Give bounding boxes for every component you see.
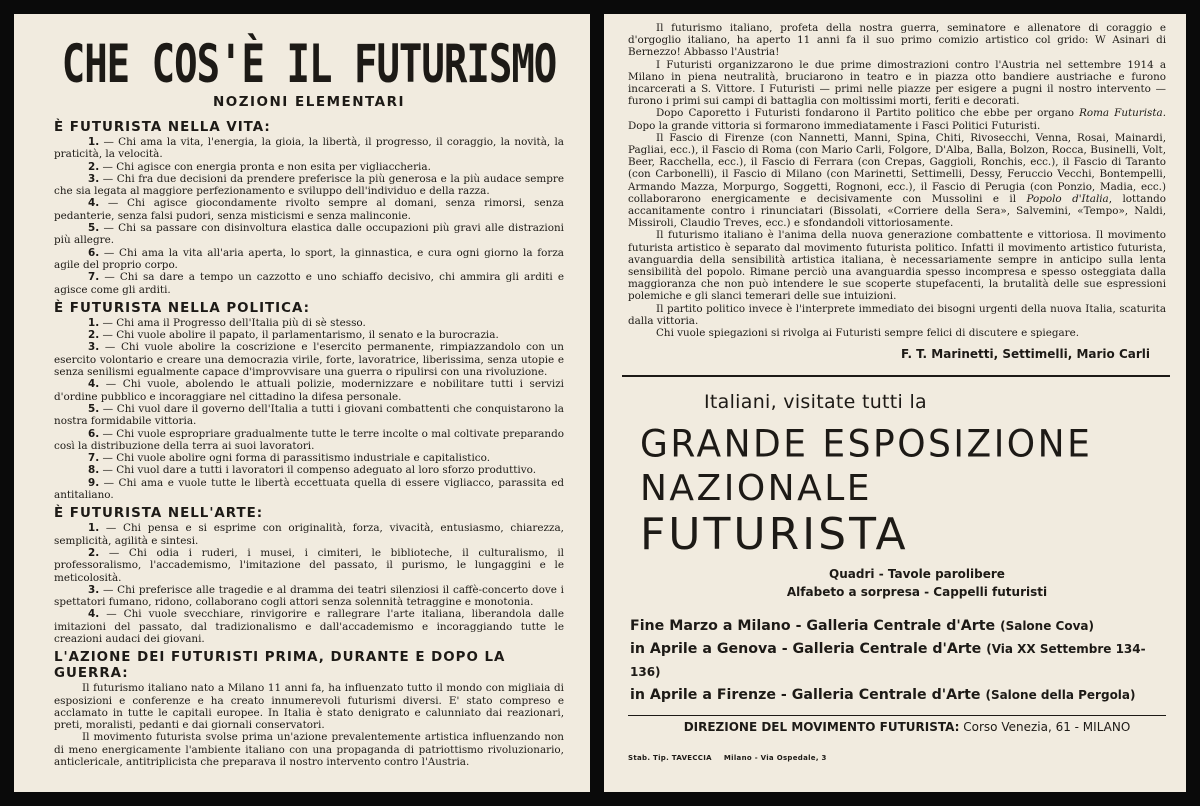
- paragraph: Dopo Caporetto i Futuristi fondarono il Partito politico che ebbe per organo Roma Futurista. Dopo la grande vittoria si formarono immediatamente i Fasci Politici Futuristi.: [628, 107, 1166, 132]
- paragraph: Il Fascio di Firenze (con Nannetti, Manni, Spina, Chiti, Rivosecchi, Venna, Rosai, Mainardi, Pagliai, ecc.), il Fascio di Roma (con Mario Carli, Folgore, D'Alba, Balla, Bolzon, Rocca, Businelli, Volt, Beer, Racchella, ecc.), il Fascio di Ferrara (con Crepas, Gaggioli, Ronchis, ecc.), il Fascio di Taranto (con Carbonelli), il Fascio di Milano (con Marinetti, Settimelli, Dessy, Feruccio Vecchi, Bontempelli, Armando Mazza, Morpurgo, Soggetti, Rognoni, ecc.), il Fascio di Perugia (con Ponzio, Madia, ecc.) collaborarono energicamente e decisivamente con Mussolini e il Popolo d'Italia, lottando accanitamente contro i rinunciatari (Bissolati, «Corriere della Sera», Salvemini, «Tempo», Naldi, Missiroli, Claudio Treves, ecc.) e sfondandoli vittoriosamente.: [628, 131, 1166, 230]
- paragraph: Il partito politico invece è l'interprete immediato dei bisogni urgenti della nuova Italia, scaturita dalla vittoria.: [628, 302, 1166, 327]
- list-item: 1. — Chi ama la vita, l'energia, la gioia, la libertà, il progresso, il coraggio, la novità, la praticità, la velocità.: [54, 136, 564, 161]
- list-item: 7. — Chi vuole abolire ogni forma di parassitismo industriale e capitalistico.: [88, 452, 490, 465]
- list-item: 8. — Chi vuol dare a tutti i lavoratori il compenso adeguato al loro sforzo produttivo.: [88, 464, 536, 477]
- main-title: CHE COS'È IL FUTURISMO: [61, 34, 557, 96]
- list-item: 5. — Chi sa passare con disinvoltura elastica dalle occupazioni più gravi alle distrazioni più allegre.: [54, 222, 564, 247]
- paragraph: Il futurismo italiano è l'anima della nuova generazione combattente e vittoriosa. Il movimento futurista artistico è separato dal movimento futurista politico. Infatti il movimento artistico futurista, avanguardia della sensibilità artistica italiana, è necessariamente sempre in anticipo sulla lenta sensibilità del popolo. Rimane perciò una avanguardia spesso incompresa e spesso osteggiata dalla maggioranza che non può intendere le sue scoperte stupefacenti, la brutalità delle sue espressioni polemiche e gli slanci temerari delle sue intuizioni.: [628, 229, 1166, 303]
- paragraph: Il futurismo italiano, profeta della nostra guerra, seminatore e allenatore di coraggio e d'orgoglio italiano, ha aperto 11 anni fa il suo primo comizio artistico col grido: W Asinari di Bernezzo! Abbasso l'Austria!: [628, 22, 1166, 59]
- paragraph: Chi vuole spiegazioni si rivolga ai Futuristi sempre felici di discutere e spiegare.: [656, 327, 1079, 340]
- expo-title-line1: GRANDE ESPOSIZIONE: [640, 423, 1093, 467]
- list-item: 4. — Chi vuole, abolendo le attuali polizie, modernizzare e nobilitare tutti i servizi d'ordine pubblico e incoraggiare nel cittadino la difesa personale.: [54, 378, 564, 403]
- venue-list: [628, 615, 1166, 707]
- list-item: 3. — Chi preferisce alle tragedie e al dramma dei teatri silenziosi il caffè-concerto dove i spettatori fumano, ridono, collaborano cogli attori senza solennità tetraggine e monotonia.: [54, 583, 564, 609]
- section-vita: [54, 120, 564, 296]
- features-line: Quadri - Tavole parolibere: [829, 567, 1005, 582]
- left-page: [14, 14, 590, 792]
- list-item: 2. — Chi vuole abolire il papato, il parlamentarismo, il senato e la burocrazia.: [88, 329, 499, 342]
- section-heading: È FUTURISTA NELLA POLITICA:: [54, 300, 310, 316]
- paragraph: I Futuristi organizzarono le due prime dimostrazioni contro l'Austria nel settembre 1914 a Milano in piena neutralità, bruciarono in teatro e in piazza otto bandiere austriache e furono incarcerati a S. Vittore. I Futuristi — primi nelle piazze per esigere a pugni il nostro intervento — furono i primi sui campi di battaglia con moltissimi morti, feriti e decorati.: [628, 58, 1166, 108]
- invite-line: Italiani, visitate tutti la: [704, 391, 928, 414]
- list-item: 7. — Chi sa dare a tempo un cazzotto e uno schiaffo decisivo, chi ammira gli arditi e agisce come gli arditi.: [54, 271, 564, 296]
- list-item: 4. — Chi agisce giocondamente rivolto sempre al domani, senza rimorsi, senza pedanterie, senza falsi pudori, senza misticismi e senza malinconie.: [54, 197, 564, 222]
- list-item: 2. — Chi odia i ruderi, i musei, i cimiteri, le biblioteche, il culturalismo, il professoralismo, l'accademismo, l'imitazione del passato, il purismo, le lungaggini e le meticolosità.: [54, 546, 564, 584]
- divider: [628, 715, 1166, 716]
- direction-line: DIREZIONE DEL MOVIMENTO FUTURISTA: Corso Venezia, 61 - MILANO: [683, 720, 1131, 735]
- list-item: 2. — Chi agisce con energia pronta e non esita per vigliaccheria.: [88, 160, 431, 173]
- section-heading: È FUTURISTA NELL'ARTE:: [54, 506, 264, 522]
- venue-row: Fine Marzo a Milano - Galleria Centrale d'Arte (Salone Cova): [630, 618, 1094, 635]
- section-heading: È FUTURISTA NELLA VITA:: [54, 120, 271, 135]
- section-arte: [54, 506, 564, 645]
- venue-row: in Aprile a Genova - Galleria Centrale d'Arte (Via XX Settembre 134-136): [630, 641, 1146, 680]
- list-item: 4. — Chi vuole svecchiare, rinvigorire e rallegrare l'arte italiana, liberandola dalle imitazioni del passato, dal tradizionalismo e dall'accademismo e incoraggiando tutte le creazioni audaci dei giovani.: [54, 608, 564, 645]
- section-politica: [54, 301, 564, 501]
- list-item: 1. — Chi ama il Progresso dell'Italia più di sè stesso.: [88, 316, 366, 329]
- list-item: 3. — Chi fra due decisioni da prendere preferisce la più generosa e la più audace sempre che sia legata al maggiore perfezionamento e sviluppo dell'individuo e della razza.: [54, 172, 564, 198]
- features-line: Alfabeto a sorpresa - Cappelli futuristi: [786, 585, 1048, 600]
- right-page: [604, 14, 1186, 792]
- list-item: 6. — Chi ama la vita all'aria aperta, lo sport, la ginnastica, e cura ogni giorno la forza agile del proprio corpo.: [54, 246, 564, 271]
- section-azione: [54, 650, 564, 768]
- expo-title-line2: NAZIONALE: [640, 468, 873, 510]
- list-item: 5. — Chi vuol dare il governo dell'Italia a tutti i giovani combattenti che conquistarono la nostra formidabile vittoria.: [54, 402, 564, 428]
- list-item: 1. — Chi pensa e si esprime con originalità, forza, vivacità, entusiasmo, chiarezza, semplicità, agilità e sintesi.: [54, 522, 564, 547]
- paragraph: Il movimento futurista svolse prima un'azione prevalentemente artistica influenzando non di meno energicamente l'ambiente italiano con una propaganda di patriottismo rivoluzionario, anticlericale, antitriplicista che preparava il nostro intervento contro l'Austria.: [54, 731, 564, 769]
- paragraph: Il futurismo italiano nato a Milano 11 anni fa, ha influenzato tutto il mondo con migliaia di esposizioni e conferenze e ha creato innumerevoli futurismi diversi. E' stato compreso e acclamato in tutte le capitali europee. In Italia è stato denigrato e calunniato dai reazionari, preti, moralisti, pedanti e dai giornali conservatori.: [54, 682, 564, 732]
- divider: [622, 375, 1170, 377]
- venue-row: in Aprile a Firenze - Galleria Centrale d'Arte (Salone della Pergola): [630, 687, 1136, 704]
- list-item: 3. — Chi vuole abolire la coscrizione e l'esercito permanente, rimpiazzandolo con un esercito volontario e creare una democrazia virile, forte, lavoratrice, liberissima, senza utopie e senza senilismi egualmente capace d'improvvisare una guerra o ripulirsi con una rivoluzione.: [54, 341, 564, 379]
- expo-title-line3: FUTURISTA: [640, 509, 909, 561]
- list-item: 9. — Chi ama e vuole tutte le libertà eccettuata quella di essere vigliacco, parassita ed antitaliano.: [54, 476, 564, 502]
- subtitle: NOZIONI ELEMENTARI: [212, 94, 406, 110]
- features: [628, 565, 1166, 601]
- section-heading: L'AZIONE DEI FUTURISTI PRIMA, DURANTE E DOPO LA GUERRA:: [54, 650, 506, 682]
- printer-imprint: Stab. Tip. TAVECCIA Milano - Via Ospedale, 3: [628, 754, 827, 763]
- list-item: 6. — Chi vuole espropriare gradualmente tutte le terre incolte o mal coltivate preparando così la distribuzione della terra ai suoi lavoratori.: [54, 427, 564, 452]
- signature: F. T. Marinetti, Settimelli, Mario Carli: [901, 347, 1150, 362]
